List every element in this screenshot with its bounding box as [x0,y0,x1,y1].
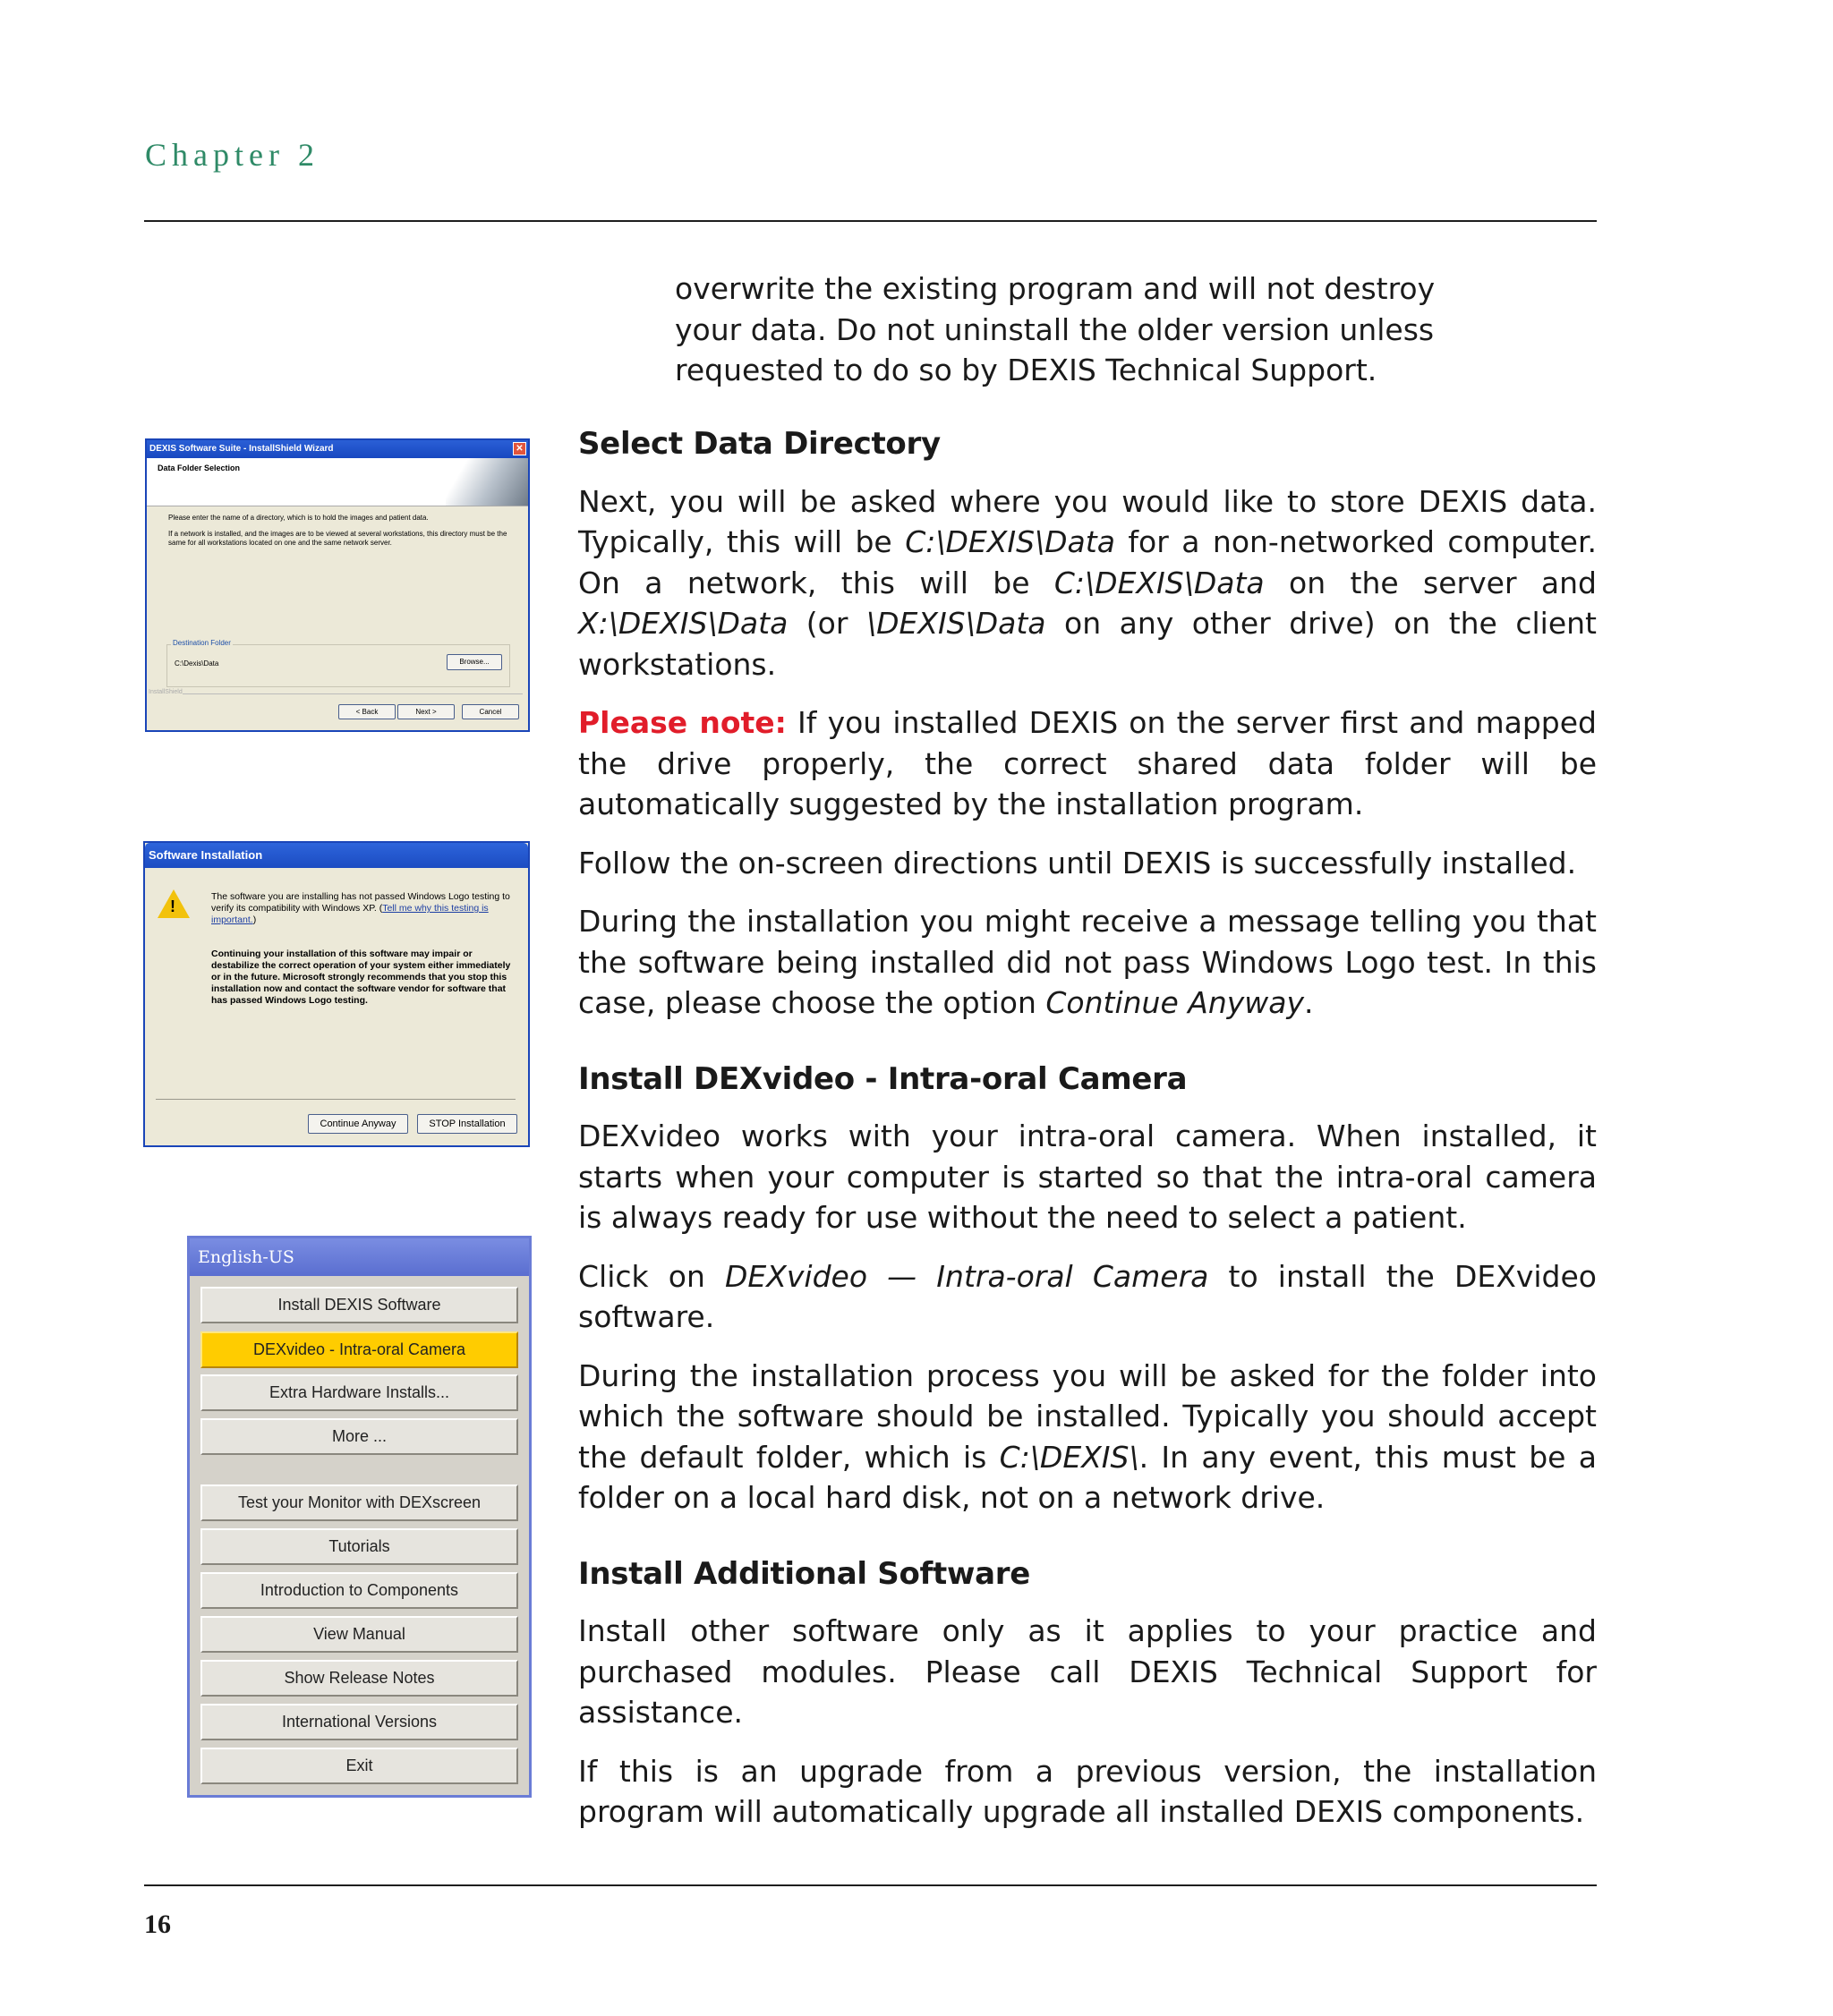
wizard-header [147,458,528,506]
main-column [578,424,1597,1850]
follow-paragraph: Follow the on-screen directions until DEXIS is successfully installed. [578,845,1577,880]
back-button[interactable]: < Back [338,704,396,719]
install-dexvideo-heading: Install DEXvideo - Intra-oral Camera [578,1060,1188,1097]
wizard-instruction-2: If a network is installed, and the images are to be viewed at several workstations, this directory must be the same for all workstations located on one and the same network server. [168,530,507,547]
wizard-header-title: Data Folder Selection [158,464,241,472]
select-data-directory-heading: Select Data Directory [578,426,941,462]
dexvideo-paragraph-1: DEXvideo works with your intra-oral camera. When installed, it starts when your computer is started so that the intra-oral camera is always ready for use without the need to select a patient. [578,1119,1597,1235]
wizard-instruction-1: Please enter the name of a directory, which is to hold the images and patient data. [168,514,429,522]
header-rule [144,220,1597,222]
menu-item-install-dexis[interactable]: Install DEXIS Software [200,1287,518,1323]
cancel-button[interactable]: Cancel [462,704,519,719]
footer-rule [144,1884,1597,1886]
menu-item-tutorials[interactable]: Tutorials [200,1528,518,1565]
dialog-separator [156,1099,516,1100]
dexvideo-paragraph-3: During the installation process you will be asked for the folder into which the software should be installed. Typically you should accept the default folder, which is C:\DEXIS\. In any event, this must be a folder on a local hard disk, not on a network drive. [578,1357,1598,1515]
menu-item-dexvideo[interactable]: DEXvideo - Intra-oral Camera [200,1331,518,1368]
browse-button[interactable]: Browse... [447,654,502,670]
continue-anyway-button[interactable]: Continue Anyway [308,1114,408,1134]
menu-item-introduction[interactable]: Introduction to Components [200,1572,518,1609]
english-us-menu [187,1236,532,1798]
wizard-logo-icon [446,458,528,506]
menu-item-more[interactable]: More ... [200,1418,518,1455]
menu-item-exit[interactable]: Exit [200,1748,518,1784]
menu-item-test-monitor[interactable]: Test your Monitor with DEXscreen [200,1484,518,1521]
installshield-wizard-window [145,438,530,732]
menu-item-international[interactable]: International Versions [200,1704,518,1740]
stop-installation-button[interactable]: STOP Installation [417,1114,517,1134]
logo-warning-message: The software you are installing has not passed Windows Logo testing to verify its compatibility with Windows XP. (Tell me why this testing is important.) [211,891,510,925]
continuation-block [675,268,1498,409]
logo-warning-bold-message: Continuing your installation of this software may impair or destabilize the correct operation of your system either immediately or in the future. Microsoft strongly recommends that you stop this installation now and contact the software vendor for software that has passed Windows Logo testing. [211,948,511,1006]
logo-test-paragraph: During the installation you might receive a message telling you that the software being installed did not pass Windows Logo test. In this case, please choose the option Continue Anyway. [578,904,1597,1020]
dexvideo-paragraph-2: Click on DEXvideo — Intra-oral Camera to install the DEXvideo software. [578,1258,1597,1334]
menu-item-extra-hardware[interactable]: Extra Hardware Installs... [200,1374,518,1411]
installshield-brand: InstallShield [149,689,183,695]
destination-folder-group [166,639,510,687]
menu-item-view-manual[interactable]: View Manual [200,1616,518,1653]
page-number: 16 [144,1910,171,1939]
note-paragraph: Please note: If you installed DEXIS on the server first and mapped the drive properly, the correct shared data folder will be automatically suggested by the installation program. [578,705,1597,821]
menu-title: English-US [190,1238,529,1276]
software-installation-dialog [143,841,530,1147]
note-label: Please note: [578,705,787,740]
wizard-separator [183,693,523,694]
wizard-titlebar: DEXIS Software Suite - InstallShield Wizard ✕ [147,440,528,458]
additional-paragraph-2: If this is an upgrade from a previous version, the installation program will automatically upgrade all installed DEXIS components. [578,1753,1597,1829]
menu-item-release-notes[interactable]: Show Release Notes [200,1660,518,1697]
continuation-paragraph: overwrite the existing program and will not destroy your data. Do not uninstall the older version unless requested to do so by DEXIS Technical Support. [675,271,1436,387]
next-button[interactable]: Next > [397,704,455,719]
chapter-heading: Chapter 2 [145,137,320,173]
additional-paragraph-1: Install other software only as it applies to your practice and purchased modules. Please call DEXIS Technical Support for assistance. [578,1613,1597,1730]
destination-folder-path: C:\Dexis\Data [175,659,219,668]
select-data-paragraph: Next, you will be asked where you would like to store DEXIS data. Typically, this will be C:\DEXIS\Data for a non-networked computer. On a network, this will be C:\DEXIS\Data on the server and X:\DEXIS\Data (or \DEXIS\Data on any other drive) on the client workstations. [578,483,1597,682]
destination-folder-label: Destination Folder [173,639,231,647]
warning-exclamation-icon: ! [170,897,175,915]
software-installation-titlebar: Software Installation [145,843,528,868]
tell-me-why-link[interactable]: Tell me why this testing is important. [211,903,489,925]
close-icon[interactable]: ✕ [513,442,526,455]
install-additional-heading: Install Additional Software [578,1555,1030,1592]
